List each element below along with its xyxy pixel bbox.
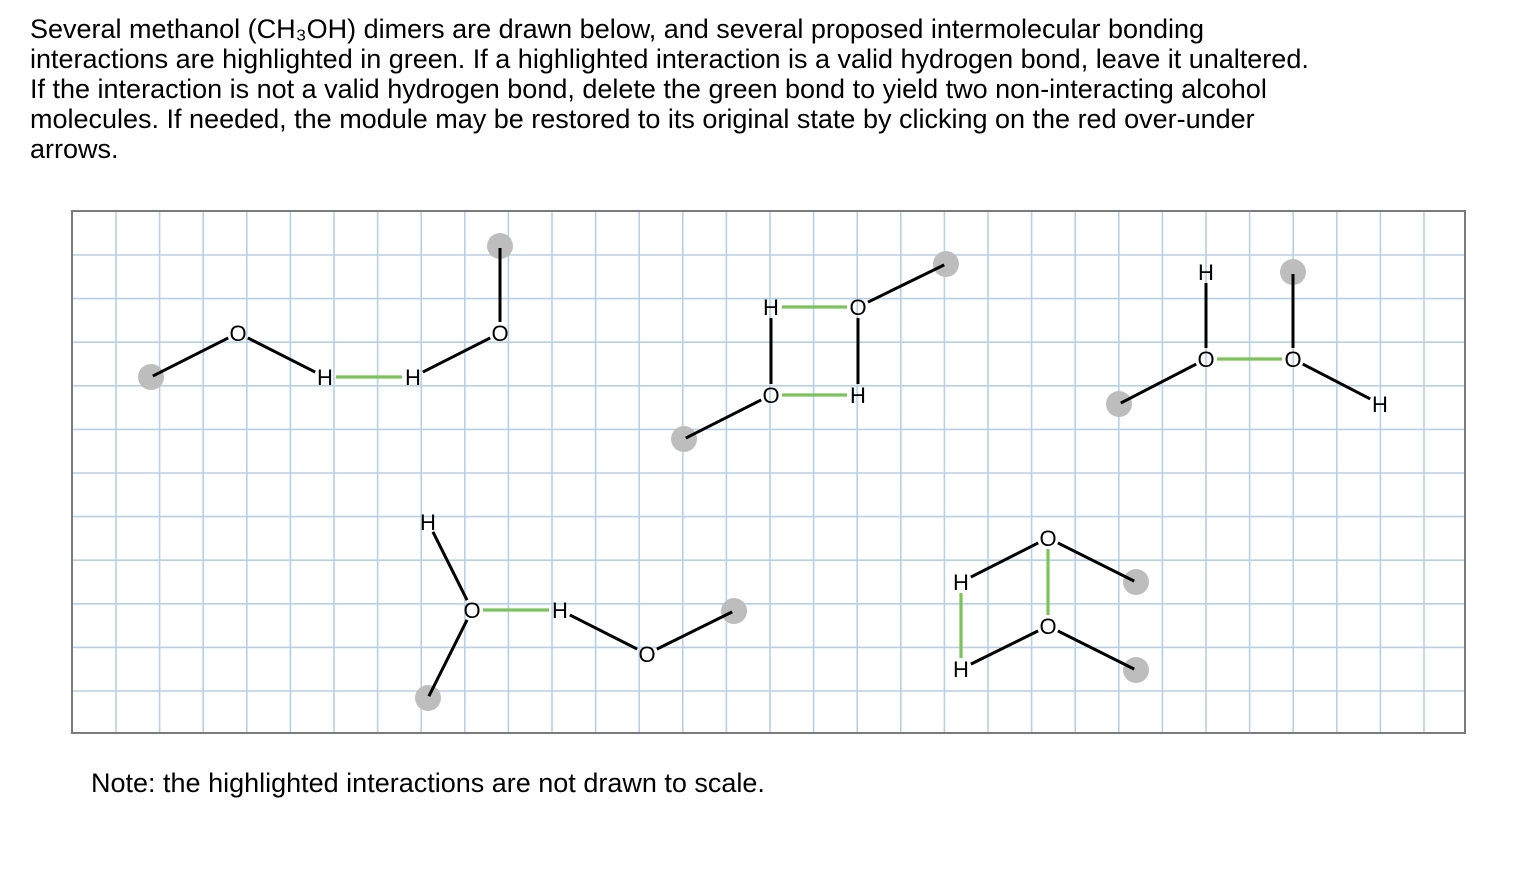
covalent-bond[interactable] [153,338,228,376]
molecule-layer[interactable] [138,233,1388,711]
oxygen-atom-label[interactable]: O [1039,526,1057,551]
note-text: Note: the highlighted interactions are not drawn to scale. [91,768,765,798]
hydrogen-atom-label[interactable]: H [953,657,969,682]
hydrogen-atom-label[interactable]: H [552,598,568,623]
instructions-line: interactions are highlighted in green. If a highlighted interaction is a valid hydrogen bond, leave it unaltered. [30,44,1309,74]
hydrogen-atom-label[interactable]: H [1372,392,1388,417]
oxygen-atom-label[interactable]: O [463,598,481,623]
oxygen-atom-label[interactable]: O [849,295,867,320]
instructions-line: molecules. If needed, the module may be restored to its original state by clicking on the red over-under [30,104,1255,134]
methyl-carbon-dot[interactable] [1106,391,1132,417]
grid-background [72,211,1465,733]
oxygen-atom-label[interactable]: O [1284,347,1302,372]
covalent-bond[interactable] [1058,543,1134,581]
dimer-2[interactable] [671,251,959,452]
oxygen-atom-label[interactable]: O [638,642,656,667]
covalent-bond[interactable] [686,400,761,438]
instructions-line: arrows. [30,134,119,164]
covalent-bond[interactable] [868,265,944,302]
instructions-line: If the interaction is not a valid hydrogen bond, delete the green bond to yield two non-interacting alcohol [30,74,1267,104]
oxygen-atom-label[interactable]: O [1039,614,1057,639]
oxygen-atom-label[interactable]: O [229,321,247,346]
covalent-bond[interactable] [1121,364,1196,403]
covalent-bond[interactable] [570,615,637,649]
dimer-1[interactable] [138,233,513,390]
dimer-3[interactable] [1106,259,1388,417]
methyl-carbon-dot[interactable] [933,251,959,277]
hydrogen-atom-label[interactable]: H [405,365,421,390]
oxygen-atom-label[interactable]: O [1197,347,1215,372]
covalent-bond[interactable] [423,338,490,372]
methyl-carbon-dot[interactable] [671,426,697,452]
grid-border [72,211,1465,733]
methyl-carbon-dot[interactable] [415,685,441,711]
covalent-bond[interactable] [433,532,467,600]
covalent-bond[interactable] [657,612,732,649]
methyl-carbon-dot[interactable] [1123,569,1149,595]
hydrogen-atom-label[interactable]: H [953,570,969,595]
oxygen-atom-label[interactable]: O [762,383,780,408]
covalent-bond[interactable] [429,620,467,696]
covalent-bond[interactable] [248,338,315,372]
hydrogen-atom-label[interactable]: H [850,383,866,408]
covalent-bond[interactable] [1058,631,1134,669]
hydrogen-atom-label[interactable]: H [317,365,333,390]
methyl-carbon-dot[interactable] [1123,657,1149,683]
hydrogen-atom-label[interactable]: H [763,295,779,320]
hydrogen-atom-label[interactable]: H [420,510,436,535]
instructions-line: Several methanol (CH₃OH) dimers are drawn below, and several proposed intermolecular bonding [30,14,1205,44]
hydrogen-atom-label[interactable]: H [1198,260,1214,285]
oxygen-atom-label[interactable]: O [491,321,509,346]
methyl-carbon-dot[interactable] [721,598,747,624]
methyl-carbon-dot[interactable] [138,364,164,390]
